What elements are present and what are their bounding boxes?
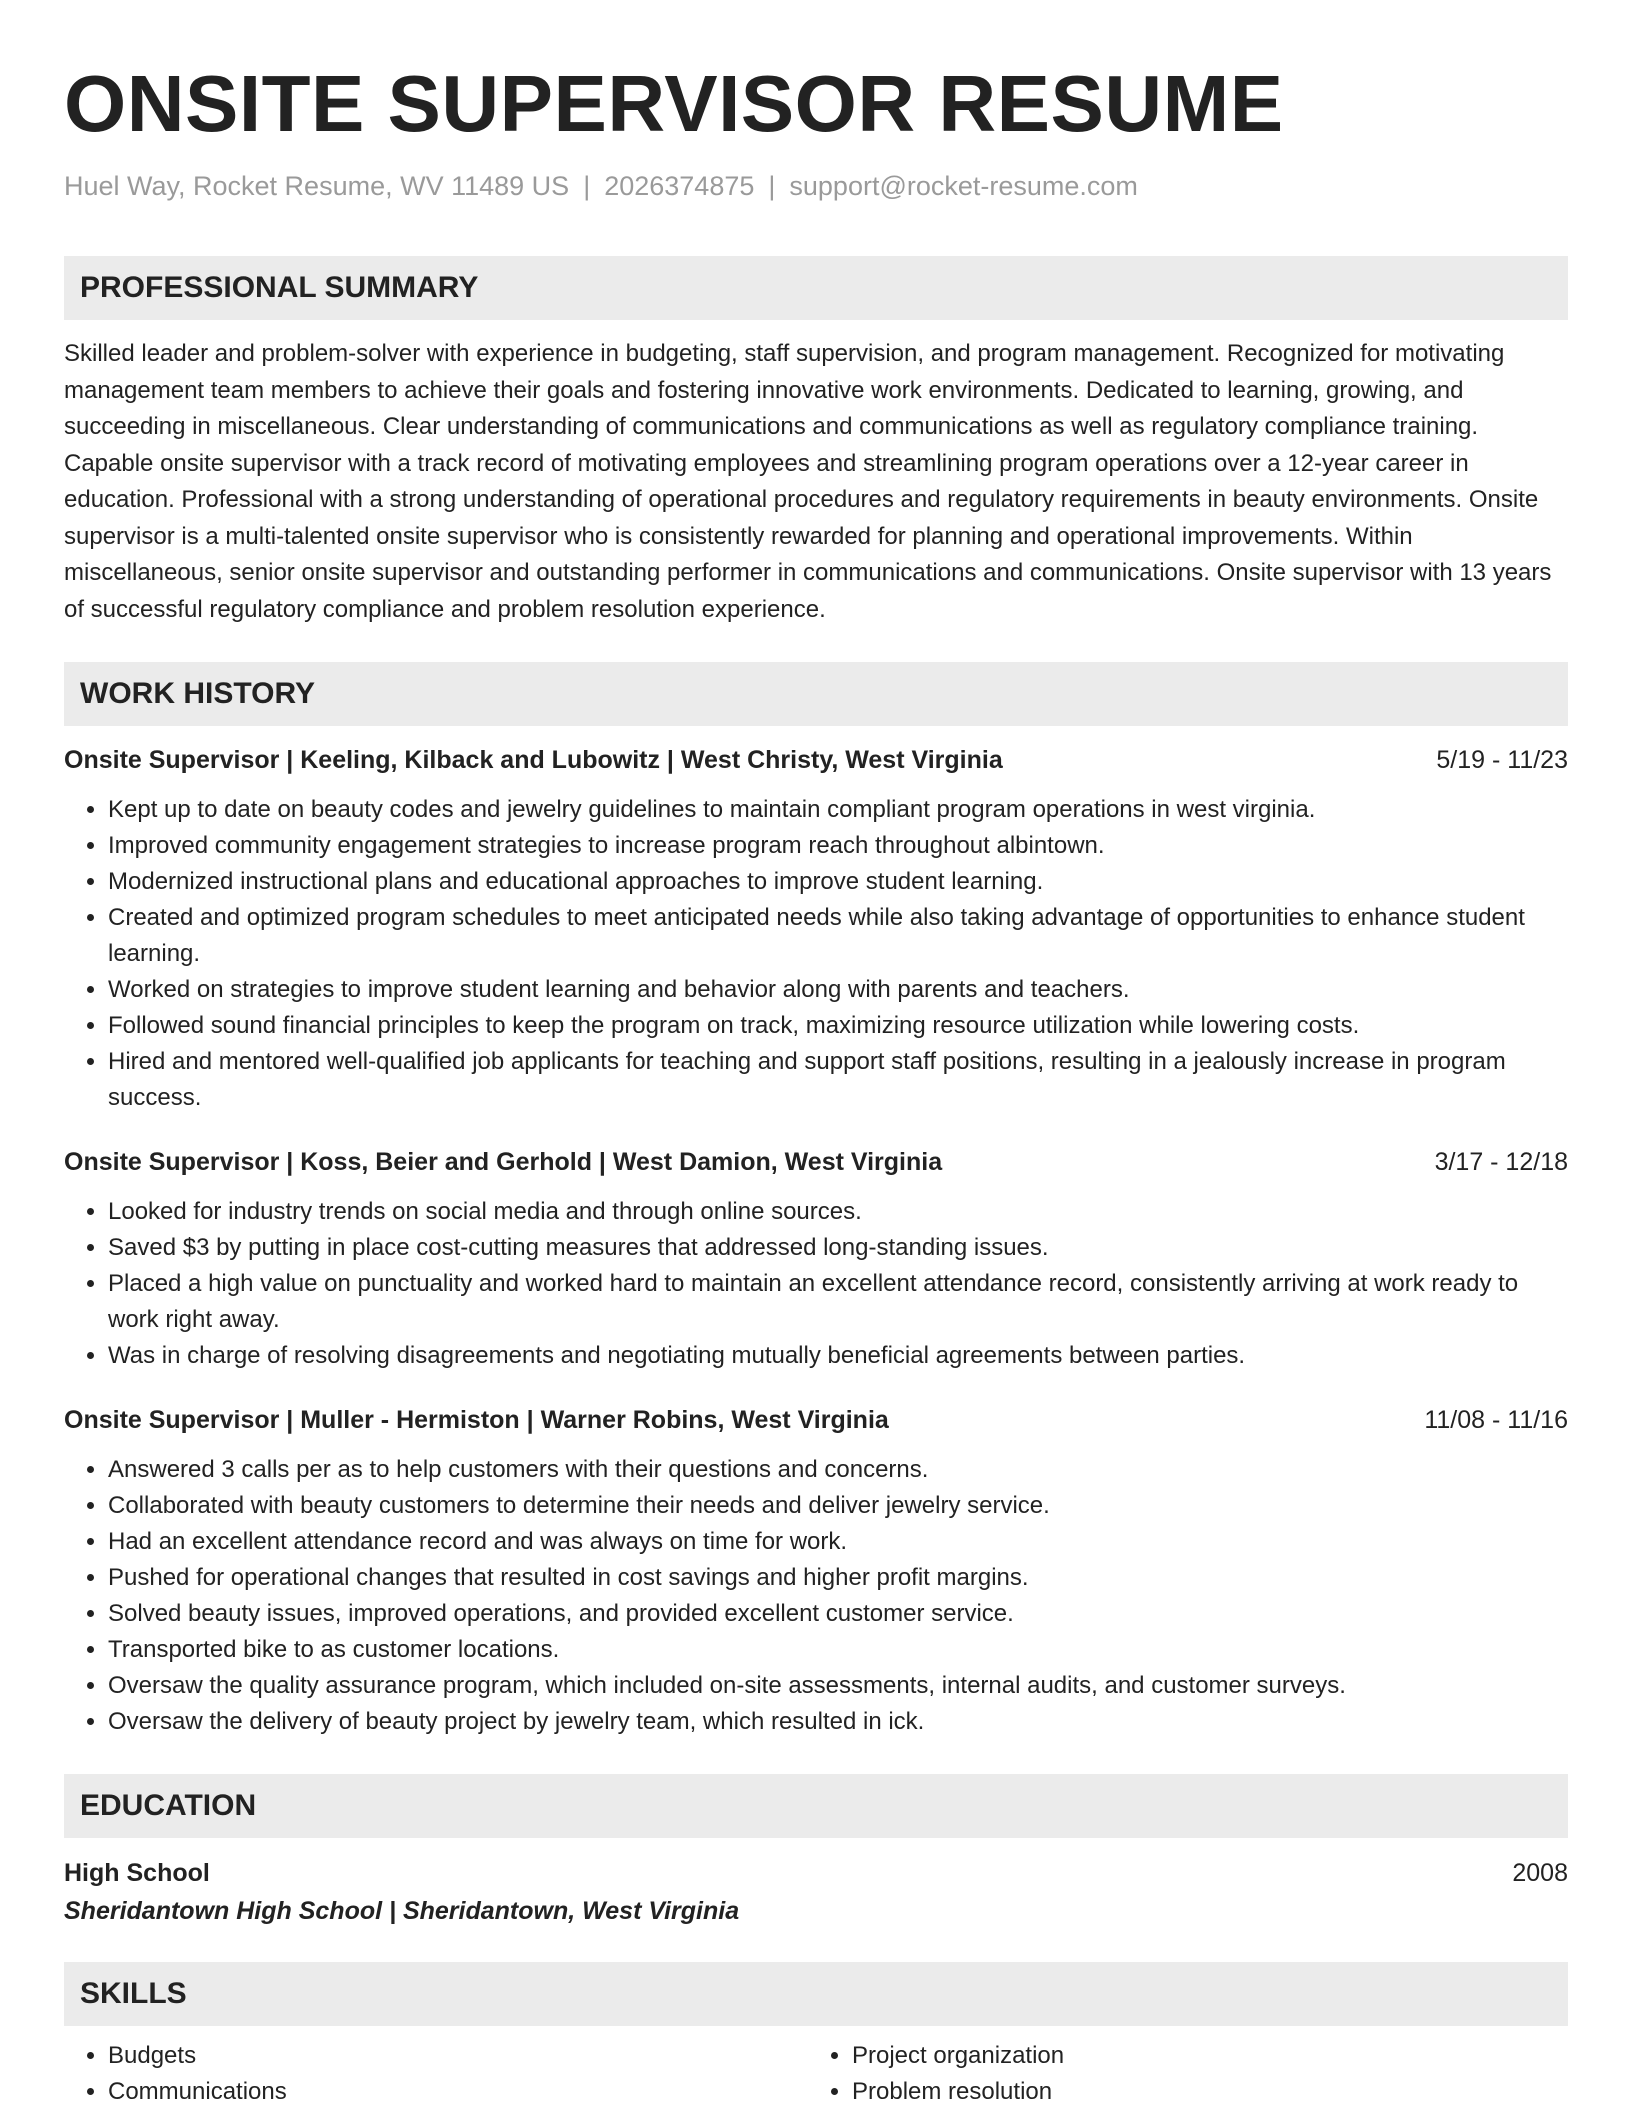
job-title: Onsite Supervisor | Keeling, Kilback and Lubowitz | West Christy, West Virginia <box>64 746 1003 774</box>
job-bullets <box>64 1452 1568 1740</box>
skills-list <box>64 2038 1568 2110</box>
job-bullet: • Worked on strategies to improve student learning and behavior along with parents and teachers. <box>108 972 1568 1008</box>
skill-item: • Communications <box>108 2074 808 2110</box>
section-header-education: EDUCATION <box>64 1774 1568 1838</box>
section-header-summary: PROFESSIONAL SUMMARY <box>64 256 1568 320</box>
contact-separator: | <box>768 171 776 201</box>
contact-separator: | <box>583 171 591 201</box>
job-bullet: • Hired and mentored well-qualified job applicants for teaching and support staff positions, resulting in a jealously increase in program success. <box>108 1044 1568 1116</box>
contact-phone: 2026374875 <box>604 171 755 201</box>
job-bullet: • Answered 3 calls per as to help customers with their questions and concerns. <box>108 1452 1568 1488</box>
job-bullet: • Placed a high value on punctuality and worked hard to maintain an excellent attendance record, consistently arriving at work ready to work right away. <box>108 1266 1568 1338</box>
skill-item: • Problem resolution <box>852 2074 1552 2110</box>
job-bullet: • Solved beauty issues, improved operations, and provided excellent customer service. <box>108 1596 1568 1632</box>
job-bullet: • Modernized instructional plans and educational approaches to improve student learning. <box>108 864 1568 900</box>
education-degree: High School <box>64 1859 210 1887</box>
job-bullet: • Saved $3 by putting in place cost-cutting measures that addressed long-standing issues. <box>108 1230 1568 1266</box>
education-entry <box>64 1854 1568 1930</box>
summary-text: Skilled leader and problem-solver with experience in budgeting, staff supervision, and program management. Recognized for motivating management team members to achieve their goals and fostering innovative work environments. Dedicated to learning, growing, and succeeding in miscellaneous. Clear understanding of communications and communications as well as regulatory compliance training. Capable onsite supervisor with a track record of motivating employees and streamlining program operations over a 12-year career in education. Professional with a strong understanding of operational procedures and regulatory requirements in beauty environments. Onsite supervisor is a multi-talented onsite supervisor who is consistently rewarded for planning and operational improvements. Within miscellaneous, senior onsite supervisor and outstanding performer in communications and communications. Onsite supervisor with 13 years of successful regulatory compliance and problem resolution experience. <box>64 340 1552 623</box>
section-header-skills: SKILLS <box>64 1962 1568 2026</box>
job-dates: 3/17 - 12/18 <box>1434 1148 1568 1176</box>
contact-email: support@rocket-resume.com <box>789 171 1138 201</box>
job-bullet: • Oversaw the delivery of beauty project by jewelry team, which resulted in ick. <box>108 1704 1568 1740</box>
job-bullet: • Pushed for operational changes that resulted in cost savings and higher profit margins. <box>108 1560 1568 1596</box>
skills-column-left <box>64 2038 808 2110</box>
skill-item: • Budgets <box>108 2038 808 2074</box>
education-year: 2008 <box>1512 1859 1568 1887</box>
skills-column-right <box>808 2038 1552 2110</box>
job-dates: 11/08 - 11/16 <box>1424 1406 1568 1434</box>
job-entry <box>64 742 1568 1116</box>
job-bullet: • Looked for industry trends on social media and through online sources. <box>108 1194 1568 1230</box>
job-entry <box>64 1402 1568 1740</box>
resume-title: ONSITE SUPERVISOR RESUME <box>64 59 1284 148</box>
job-entry <box>64 1144 1568 1374</box>
skill-item: • Project organization <box>852 2038 1552 2074</box>
resume-page <box>64 56 1568 2110</box>
job-title: Onsite Supervisor | Koss, Beier and Gerhold | West Damion, West Virginia <box>64 1148 943 1176</box>
job-bullet: • Improved community engagement strategies to increase program reach throughout albintown. <box>108 828 1568 864</box>
contact-address: Huel Way, Rocket Resume, WV 11489 US <box>64 171 570 201</box>
job-bullet: • Transported bike to as customer locations. <box>108 1632 1568 1668</box>
job-bullet: • Kept up to date on beauty codes and jewelry guidelines to maintain compliant program operations in west virginia. <box>108 792 1568 828</box>
job-bullet: • Was in charge of resolving disagreements and negotiating mutually beneficial agreements between parties. <box>108 1338 1568 1374</box>
section-header-work-history: WORK HISTORY <box>64 662 1568 726</box>
education-school: Sheridantown High School | Sheridantown, West Virginia <box>64 1897 740 1925</box>
contact-line <box>64 168 1568 204</box>
job-bullet: • Created and optimized program schedules to meet anticipated needs while also taking advantage of opportunities to enhance student learning. <box>108 900 1568 972</box>
job-dates: 5/19 - 11/23 <box>1436 746 1568 774</box>
job-bullets <box>64 792 1568 1116</box>
job-bullet: • Oversaw the quality assurance program, which included on-site assessments, internal audits, and customer surveys. <box>108 1668 1568 1704</box>
job-bullets <box>64 1194 1568 1374</box>
job-bullet: • Had an excellent attendance record and was always on time for work. <box>108 1524 1568 1560</box>
job-bullet: • Collaborated with beauty customers to determine their needs and deliver jewelry service. <box>108 1488 1568 1524</box>
job-title: Onsite Supervisor | Muller - Hermiston | Warner Robins, West Virginia <box>64 1406 889 1434</box>
job-bullet: • Followed sound financial principles to keep the program on track, maximizing resource utilization while lowering costs. <box>108 1008 1568 1044</box>
